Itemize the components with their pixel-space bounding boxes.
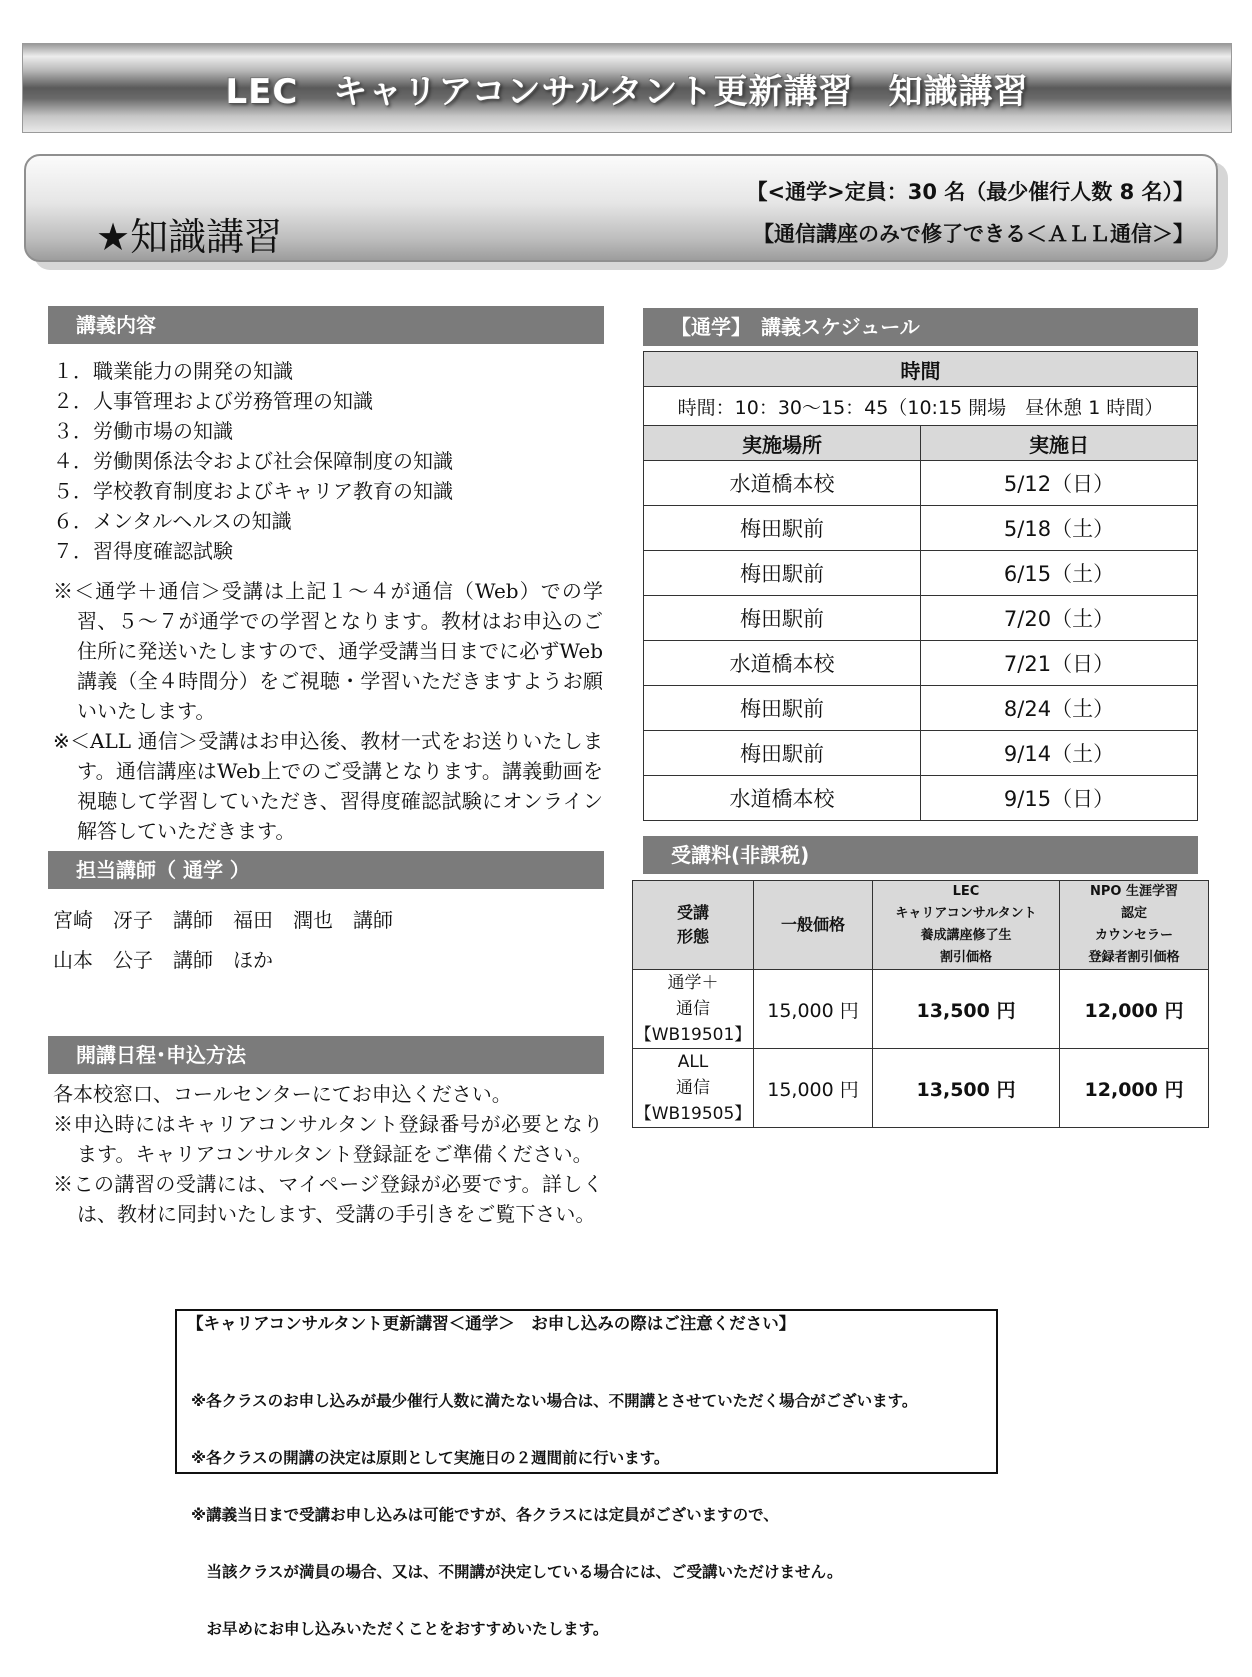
form-cell — [633, 1049, 754, 1128]
application-text — [53, 1079, 603, 1229]
npo-price: 12,000 円 — [1060, 1049, 1209, 1128]
header-line: LEC — [952, 884, 980, 899]
place-cell: 水道橋本校 — [644, 641, 921, 686]
instructor-line: 宮崎 冴子 講師 福田 潤也 講師 — [53, 908, 393, 932]
lecture-item: ７．習得度確認試験 — [53, 539, 233, 563]
section-title: ★知識講習 — [96, 215, 283, 259]
form-line: 通学＋ — [667, 973, 719, 993]
lecture-item: １．職業能力の開発の知識 — [53, 359, 293, 383]
time-text: 時間：10：30～15：45（10:15 開場 昼休憩 1 時間） — [644, 387, 1198, 426]
header-line: カウンセラー — [1094, 928, 1173, 943]
table-row — [644, 551, 1198, 596]
notice-line: 当該クラスが満員の場合、又は、不開講が決定している場合には、ご受講いただけません。 — [191, 1563, 843, 1581]
instructors-list — [53, 900, 603, 980]
notice-line: お早めにお申し込みいただくことをおすすめいたします。 — [191, 1620, 609, 1638]
page-title: LEC キャリアコンサルタント更新講習 知識講習 — [225, 71, 1029, 112]
application-intro: 各本校窓口、コールセンターにてお申込ください。 — [53, 1082, 512, 1106]
application-heading: 開講日程･申込方法 — [48, 1036, 604, 1074]
place-cell: 梅田駅前 — [644, 596, 921, 641]
table-row — [633, 1049, 1209, 1128]
place-cell: 梅田駅前 — [644, 686, 921, 731]
all-comm-text: 【通信講座のみで修了できる＜ＡＬＬ通信＞】 — [753, 222, 1194, 246]
table-row — [644, 641, 1198, 686]
fee-table — [632, 880, 1209, 1128]
date-column-header: 実施日 — [921, 426, 1198, 461]
place-cell: 梅田駅前 — [644, 506, 921, 551]
table-row — [644, 596, 1198, 641]
lecture-notes — [53, 576, 603, 846]
capacity-text: 【<通学>定員：30 名（最少催行人数 8 名）】 — [746, 180, 1194, 204]
notice-body — [191, 1354, 917, 1677]
notice-title: 【キャリアコンサルタント更新講習＜通学＞ お申し込みの際はご注意ください】 — [187, 1314, 796, 1333]
lecture-item: ４．労働関係法令および社会保障制度の知識 — [53, 449, 453, 473]
table-row — [644, 686, 1198, 731]
lecture-heading: 講義内容 — [48, 306, 604, 344]
place-cell: 梅田駅前 — [644, 731, 921, 776]
date-cell: 9/14（土） — [921, 731, 1198, 776]
application-note: ※この講習の受講には、マイページ登録が必要です。詳しくは、教材に同封いたします、受講の手引きをご覧下さい。 — [53, 1172, 603, 1226]
general-column-header: 一般価格 — [754, 881, 873, 970]
header-line: 登録者割引価格 — [1088, 950, 1180, 965]
date-cell: 7/21（日） — [921, 641, 1198, 686]
place-cell: 水道橋本校 — [644, 461, 921, 506]
section-header-box — [24, 154, 1218, 262]
general-price: 15,000 円 — [754, 1049, 873, 1128]
notice-box — [175, 1309, 998, 1638]
npo-column-header — [1060, 881, 1209, 970]
instructor-line: 山本 公子 講師 ほか — [53, 948, 273, 972]
table-row — [644, 461, 1198, 506]
place-column-header: 実施場所 — [644, 426, 921, 461]
notice-line: ※各クラスのお申し込みが最少催行人数に満たない場合は、不開講とさせていただく場合がございます。 — [191, 1392, 918, 1410]
date-cell: 6/15（土） — [921, 551, 1198, 596]
table-row — [644, 506, 1198, 551]
date-cell: 5/18（土） — [921, 506, 1198, 551]
npo-price: 12,000 円 — [1060, 970, 1209, 1049]
lecture-item: ５．学校教育制度およびキャリア教育の知識 — [53, 479, 453, 503]
lecture-item: ３．労働市場の知識 — [53, 419, 233, 443]
header-line: NPO 生涯学習 — [1090, 884, 1178, 899]
header-line: 割引価格 — [939, 950, 992, 965]
time-header: 時間 — [644, 352, 1198, 387]
header-line: 受講 — [676, 903, 709, 922]
general-price: 15,000 円 — [754, 970, 873, 1049]
form-column-header — [633, 881, 754, 970]
schedule-heading: 【通学】 講義スケジュール — [643, 308, 1198, 346]
lec-price: 13,500 円 — [873, 1049, 1060, 1128]
lec-column-header — [873, 881, 1060, 970]
table-row — [644, 776, 1198, 821]
lecture-item: ２．人事管理および労務管理の知識 — [53, 389, 373, 413]
date-cell: 8/24（土） — [921, 686, 1198, 731]
form-cell — [633, 970, 754, 1049]
course-code: 【WB19501】 — [634, 1025, 752, 1045]
course-code: 【WB19505】 — [634, 1104, 752, 1124]
header-line: キャリアコンサルタント — [895, 906, 1037, 921]
place-cell: 水道橋本校 — [644, 776, 921, 821]
notice-line: ※各クラスの開講の決定は原則として実施日の２週間前に行います。 — [191, 1449, 670, 1467]
schedule-table — [643, 351, 1198, 821]
place-cell: 梅田駅前 — [644, 551, 921, 596]
lecture-note: ※＜通学＋通信＞受講は上記１～４が通信（Web）での学習、５～７が通学での学習となります。教材はお申込のご住所に発送いたしますので、通学受講当日までに必ずWeb講義（全４時間分）をご視聴・学習いただきますようお願いいたします。 — [53, 579, 603, 723]
instructors-heading: 担当講師（ 通学 ） — [48, 851, 604, 889]
lecture-list — [53, 356, 603, 566]
title-banner — [22, 43, 1232, 133]
form-line: ALL — [677, 1052, 709, 1072]
table-row — [633, 970, 1209, 1049]
date-cell: 7/20（土） — [921, 596, 1198, 641]
lec-price: 13,500 円 — [873, 970, 1060, 1049]
application-note: ※申込時にはキャリアコンサルタント登録番号が必要となります。キャリアコンサルタント登録証をご準備ください。 — [53, 1112, 603, 1166]
form-line: 通信 — [676, 999, 710, 1019]
header-line: 認定 — [1120, 906, 1147, 921]
lecture-item: ６．メンタルヘルスの知識 — [53, 509, 292, 533]
table-row — [644, 731, 1198, 776]
header-line: 養成講座修了生 — [920, 928, 1012, 943]
lecture-note: ※＜ALL 通信＞受講はお申込後、教材一式をお送りいたします。通信講座はWeb上でのご受講となります。講義動画を視聴して学習していただき、習得度確認試験にオンライン解答していただきます。 — [53, 729, 603, 843]
notice-line: ※講義当日まで受講お申し込みは可能ですが、各クラスには定員がございますので、 — [191, 1506, 779, 1524]
date-cell: 9/15（日） — [921, 776, 1198, 821]
form-line: 通信 — [676, 1078, 710, 1098]
fees-heading: 受講料(非課税) — [643, 836, 1198, 874]
header-line: 形態 — [676, 927, 709, 946]
date-cell: 5/12（日） — [921, 461, 1198, 506]
